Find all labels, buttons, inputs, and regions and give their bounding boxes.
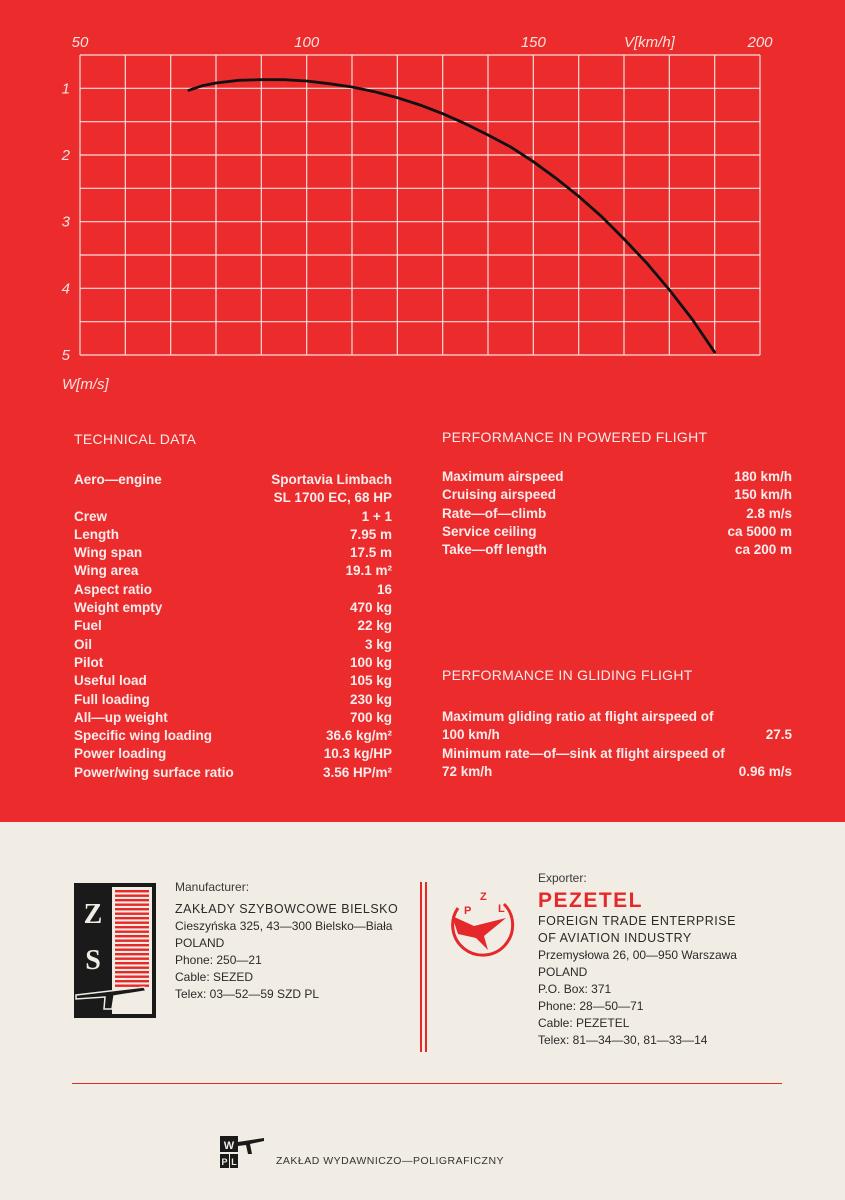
technical-data-value: 230 kg [349,691,392,707]
technical-data-label: Aero—engine [74,472,162,487]
technical-data-label: Wing area [74,563,139,579]
powered-flight-row [442,541,792,559]
y-axis-label: W[m/s] [62,376,109,393]
glide-polar-chart [0,0,845,400]
technical-data-row [74,654,392,672]
technical-data-value: 105 kg [349,673,392,689]
technical-data-label: Oil [74,636,93,652]
technical-data-value: 36.6 kg/m² [325,728,392,744]
technical-data-value-line-2: SL 1700 EC, 68 HP [273,490,392,506]
technical-data-row [74,526,392,544]
powered-flight-value: ca 5000 m [727,523,792,539]
logo-stripe [115,953,149,955]
technical-data-row [74,636,392,654]
logo-stripe [115,967,149,969]
gliding-flight-label: Maximum gliding ratio at flight airspeed of 100 km/h [442,709,714,743]
logo-stripe [115,890,149,892]
chart-tick-labels [61,34,774,364]
exporter-brand: PEZETEL [538,889,644,912]
technical-data-value: 3.56 HP/m² [322,764,392,780]
powered-flight-label: Cruising airspeed [442,487,557,503]
logo-stripe [115,980,149,982]
manufacturer-name: ZAKŁADY SZYBOWCOWE BIELSKO [175,902,399,916]
technical-data-label: Fuel [74,618,102,634]
technical-data-value: 100 kg [349,654,392,670]
powered-flight-title: PERFORMANCE IN POWERED FLIGHT [442,429,708,445]
powered-flight-row [442,486,792,504]
logo-stripe [115,917,149,919]
technical-data-row [74,544,392,562]
logo-stripe [115,944,149,946]
technical-data-row [74,599,392,617]
y-tick-label: 2 [61,147,70,164]
manufacturer-label: Manufacturer: [175,880,250,894]
exporter-name-line-1: FOREIGN TRADE ENTERPRISE [538,914,736,928]
printer-name: ZAKŁAD WYDAWNICZO—POLIGRAFICZNY [276,1155,505,1167]
technical-data-label: Weight empty [74,600,163,616]
pzl-logo [444,888,520,960]
technical-data-label: Specific wing loading [74,728,213,744]
exporter-address-line: Telex: 81—34—30, 81—33—14 [538,1033,708,1047]
wpl-letter-p: P [221,1157,228,1167]
technical-data-title: TECHNICAL DATA [74,431,197,447]
technical-data-value: 700 kg [349,709,392,725]
technical-data-label: Power loading [74,746,167,762]
technical-data-value: 19.1 m² [345,563,392,579]
technical-data-label: Aspect ratio [74,581,153,597]
logo-stripe [115,926,149,928]
logo-stripe [115,895,149,897]
manufacturer-address-line: Phone: 250—21 [175,953,262,967]
exporter-address-line: Phone: 28—50—71 [538,999,644,1013]
technical-data-label: Pilot [74,654,104,670]
technical-data-row [74,508,392,526]
exporter-address [538,947,737,1049]
powered-flight-label: Service ceiling [442,523,537,539]
technical-data-label: Crew [74,508,108,524]
y-tick-label: 4 [61,280,70,298]
wpl-letter-l: L [231,1157,237,1167]
gliding-flight-row [442,708,792,745]
powered-flight-value: 150 km/h [734,487,792,503]
technical-data-row [74,691,392,709]
technical-data-value: Sportavia Limbach [271,472,392,487]
pzl-letter-l: L [498,903,505,915]
technical-data-label: Power/wing surface ratio [74,764,234,780]
manufacturer-address-line: Cable: SEZED [175,970,254,984]
logo-letter-s: S [85,945,101,976]
exporter-address-line: POLAND [538,965,588,979]
y-tick-label: 1 [61,80,70,98]
technical-data-label: Useful load [74,673,147,689]
wpl-letter-w: W [223,1140,235,1152]
technical-data-row [74,764,392,782]
x-tick-label: 150 [520,34,546,51]
powered-flight-value: ca 200 m [734,542,792,558]
logo-stripe [115,922,149,924]
manufacturer-address [175,918,398,1003]
technical-data-value: 17.5 m [349,545,392,561]
series-line [189,80,715,353]
manufacturer-address-line: Telex: 03—52—59 SZD PL [175,987,320,1001]
x-tick-label: 100 [294,34,320,51]
logo-stripe [115,971,149,973]
bottom-rule [72,1083,782,1084]
technical-data-value: 3 kg [364,636,392,652]
powered-flight-label: Take—off length [442,542,547,558]
x-tick-label: 50 [71,34,89,51]
technical-data-row [74,709,392,727]
technical-data-list [74,471,392,782]
wpl-logo [220,1132,266,1170]
logo-stripe [115,931,149,933]
exporter-name-line-2: OF AVIATION INDUSTRY [538,931,692,945]
technical-data-row [74,471,392,508]
powered-flight-row [442,468,792,486]
gliding-flight-title: PERFORMANCE IN GLIDING FLIGHT [442,667,693,683]
exporter-label: Exporter: [538,871,587,885]
gliding-flight-label: Minimum rate—of—sink at flight airspeed of 72 km/h [442,745,725,779]
logo-stripe [115,913,149,915]
logo-stripe [115,935,149,937]
powered-flight-label: Rate—of—climb [442,505,547,521]
logo-stripe [115,940,149,942]
logo-stripe [115,949,149,951]
powered-flight-label: Maximum airspeed [442,469,564,484]
exporter-address-line: P.O. Box: 371 [538,982,612,996]
gliding-flight-list [442,708,792,781]
zs-logo [74,883,156,1018]
logo-stripe [115,958,149,960]
pzl-letter-z: Z [480,891,487,903]
logo-stripe [115,962,149,964]
powered-flight-list [442,468,792,559]
powered-flight-row [442,505,792,523]
technical-data-row [74,672,392,690]
technical-data-row [74,562,392,580]
logo-stripe [115,976,149,978]
divider-left [420,882,422,1052]
pzl-letter-p: P [464,905,472,917]
technical-data-label: Wing span [74,545,143,561]
technical-data-value: 10.3 kg/HP [323,746,392,762]
logo-letter-z: Z [83,899,103,930]
technical-data-row [74,581,392,599]
plane-icon [238,1138,264,1154]
technical-data-value: 22 kg [357,618,392,634]
manufacturer-address-line: POLAND [175,936,225,950]
divider-right [425,882,427,1052]
exporter-block [538,870,737,1049]
manufacturer-address-line: Cieszyńska 325, 43—300 Bielsko—Biała [175,919,393,933]
powered-flight-value: 180 km/h [734,469,792,484]
technical-data-label: All—up weight [74,709,168,725]
technical-data-value: 470 kg [349,600,392,616]
chart-grid [80,55,760,355]
technical-data-row [74,745,392,763]
gliding-flight-value: 0.96 m/s [738,763,792,779]
x-tick-label: 200 [747,34,773,51]
y-tick-label: 5 [61,347,70,364]
technical-data-value: 1 + 1 [361,508,392,524]
powered-flight-value: 2.8 m/s [746,505,792,521]
x-axis-label: V[km/h] [624,34,675,51]
gliding-flight-value: 27.5 [765,727,792,743]
technical-data-label: Full loading [74,691,150,707]
manufacturer-block [175,879,398,1003]
gliding-flight-row [442,745,792,782]
technical-data-row [74,617,392,635]
technical-data-value: 16 [376,581,392,597]
logo-stripe [115,908,149,910]
logo-stripe [115,899,149,901]
exporter-address-line: Przemysłowa 26, 00—950 Warszawa [538,948,737,962]
technical-data-row [74,727,392,745]
exporter-address-line: Cable: PEZETEL [538,1016,630,1030]
logo-stripe [115,904,149,906]
powered-flight-row [442,523,792,541]
technical-data-label: Length [74,526,119,542]
y-tick-label: 3 [61,213,70,231]
technical-data-value: 7.95 m [349,526,392,542]
